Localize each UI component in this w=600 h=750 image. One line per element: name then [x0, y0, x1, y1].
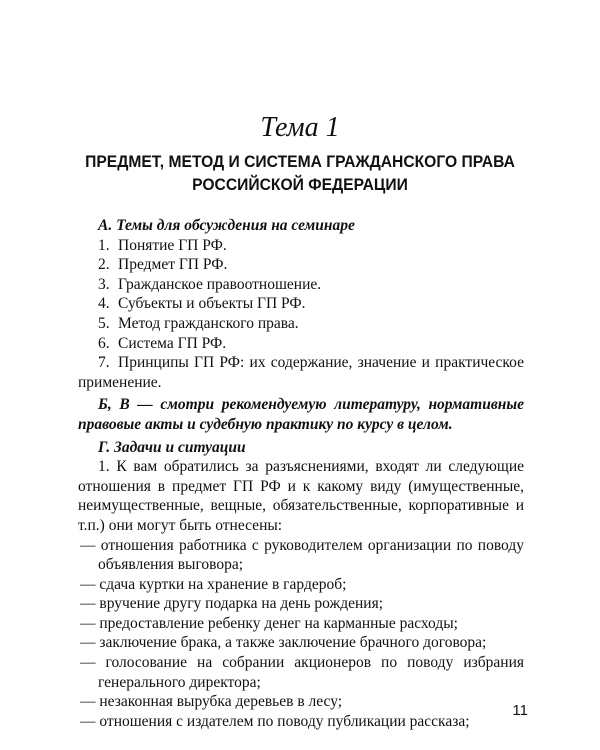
list-item: 5. Метод гражданского права. [98, 314, 299, 332]
page-number: 11 [512, 702, 528, 719]
section-g-heading: Г. Задачи и ситуации [98, 438, 246, 456]
section-bv-note: Б, В — смотри рекомендуемую литературу, нормативные правовые акты и судебную практику по курсу в целом. [78, 396, 524, 433]
list-item: 2. Предмет ГП РФ. [98, 256, 228, 274]
chapter-title-line-1: ПРЕДМЕТ, МЕТОД И СИСТЕМА ГРАЖДАНСКОГО ПРАВА [85, 152, 515, 171]
list-item: — сдача куртки на хранение в гардероб; [80, 575, 347, 593]
list-item: — отношения работника с руководителем организации по поводу объявления выговора; [80, 536, 524, 574]
list-item: 3. Гражданское правоотношение. [98, 275, 322, 293]
list-item: 6. Система ГП РФ. [98, 334, 227, 352]
list-item: — незаконная вырубка деревьев в лесу; [80, 693, 343, 711]
topic-title: Тема 1 [260, 112, 340, 143]
list-item: 7. Принципы ГП РФ: их содержание, значение и практическое применение. [78, 354, 524, 391]
list-item: — предоставление ребенку денег на карманные расходы; [80, 614, 458, 632]
list-item: — заключение брака, а также заключение брачного договора; [80, 634, 487, 652]
list-item: — вручение другу подарка на день рождения; [80, 595, 384, 613]
task-1-items [78, 536, 524, 732]
chapter-title [79, 150, 521, 196]
seminar-topics-list [78, 236, 524, 393]
list-item: — голосование на собрании акционеров по поводу избрания генерального директора; [80, 654, 524, 691]
page-body [78, 216, 524, 731]
chapter-title-line-2: РОССИЙСКОЙ ФЕДЕРАЦИИ [192, 175, 408, 194]
list-item: — отношения с издателем по поводу публикации рассказа; [80, 712, 470, 730]
list-item: 1. Понятие ГП РФ. [98, 236, 227, 254]
list-item: 4. Субъекты и объекты ГП РФ. [98, 295, 306, 313]
task-1-intro: 1. К вам обратились за разъяснениями, входят ли следующие отношения в предмет ГП РФ и к какому виду (имущественные, неимущественные, вещные, обязательственные, корпоративные и т.п.) они могут быть отнесены: [78, 458, 524, 534]
section-a-heading: А. Темы для обсуждения на семинаре [98, 217, 355, 234]
